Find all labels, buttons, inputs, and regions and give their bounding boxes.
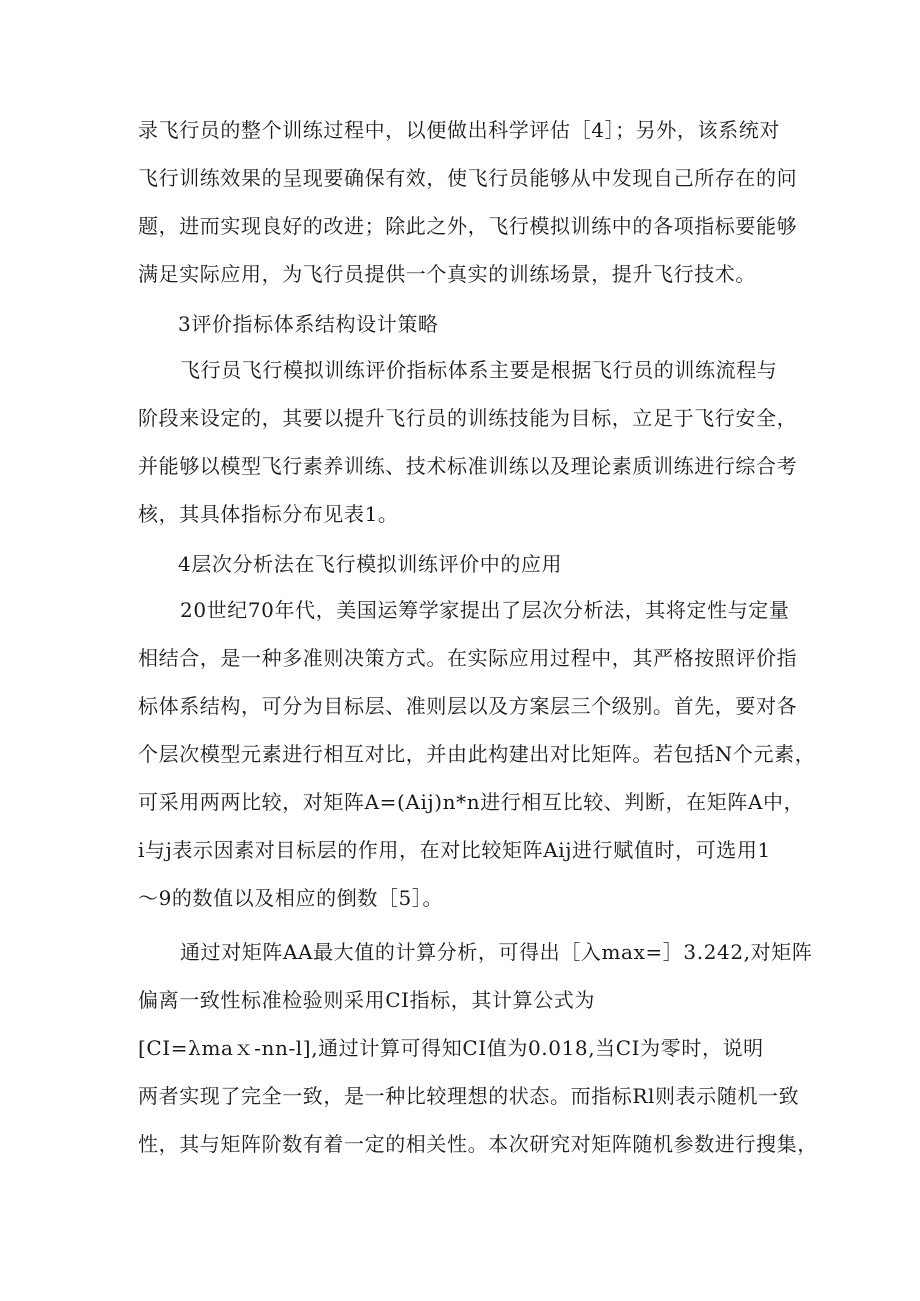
paragraph-line: 通过对矩阵AA最大值的计算分析，可得出［入max=］3.242,对矩阵 bbox=[180, 940, 813, 964]
paragraph-line: 偏离一致性标准检验则采用CI指标，其计算公式为 bbox=[138, 988, 596, 1012]
paragraph-line: 录飞行员的整个训练过程中，以便做出科学评估［4］；另外，该系统对 bbox=[138, 118, 780, 142]
section-heading-4: 4层次分析法在飞行模拟训练评价中的应用 bbox=[178, 552, 563, 576]
paragraph-line: 飞行员飞行模拟训练评价指标体系主要是根据飞行员的训练流程与 bbox=[180, 358, 778, 382]
paragraph-line: 满足实际应用，为飞行员提供一个真实的训练场景，提升飞行技术。 bbox=[138, 262, 756, 286]
paragraph-line: 两者实现了完全一致，是一种比较理想的状态。而指标Rl则表示随机一致 bbox=[138, 1084, 800, 1108]
paragraph-line: 核，其具体指标分布见表1。 bbox=[138, 502, 399, 526]
paragraph-line: 性，其与矩阵阶数有着一定的相关性。本次研究对矩阵随机参数进行搜集， bbox=[138, 1132, 818, 1156]
section-heading-3: 3评价指标体系结构设计策略 bbox=[178, 312, 439, 336]
paragraph-line: 飞行训练效果的呈现要确保有效，使飞行员能够从中发现自己所存在的问 bbox=[138, 166, 798, 190]
paragraph-line: 可采用两两比较，对矩阵A=(Aij)n*n进行相互比较、判断，在矩阵A中， bbox=[138, 790, 805, 814]
paragraph-line: 个层次模型元素进行相互对比，并由此构建出对比矩阵。若包括N个元素， bbox=[138, 742, 816, 766]
paragraph-line: 并能够以模型飞行素养训练、技术标准训练以及理论素质训练进行综合考 bbox=[138, 454, 798, 478]
paragraph-line: 20世纪70年代，美国运筹学家提出了层次分析法，其将定性与定量 bbox=[180, 598, 790, 622]
paragraph-line: 阶段来设定的，其要以提升飞行员的训练技能为目标，立足于飞行安全， bbox=[138, 406, 798, 430]
paragraph-line: 标体系结构，可分为目标层、准则层以及方案层三个级别。首先，要对各 bbox=[138, 694, 798, 718]
paragraph-line: i与j表示因素对目标层的作用，在对比较矩阵Aij进行赋值时，可选用1 bbox=[138, 838, 771, 862]
formula-line: [CI=λmaｘ-nn-l],通过计算可得知CI值为0.018,当CI为零时，说明 bbox=[138, 1036, 764, 1060]
paragraph-line: 题，进而实现良好的改进；除此之外，飞行模拟训练中的各项指标要能够 bbox=[138, 214, 798, 238]
paragraph-line: 相结合，是一种多准则决策方式。在实际应用过程中，其严格按照评价指 bbox=[138, 646, 798, 670]
paragraph-line: ～9的数值以及相应的倒数［5］。 bbox=[138, 886, 444, 910]
